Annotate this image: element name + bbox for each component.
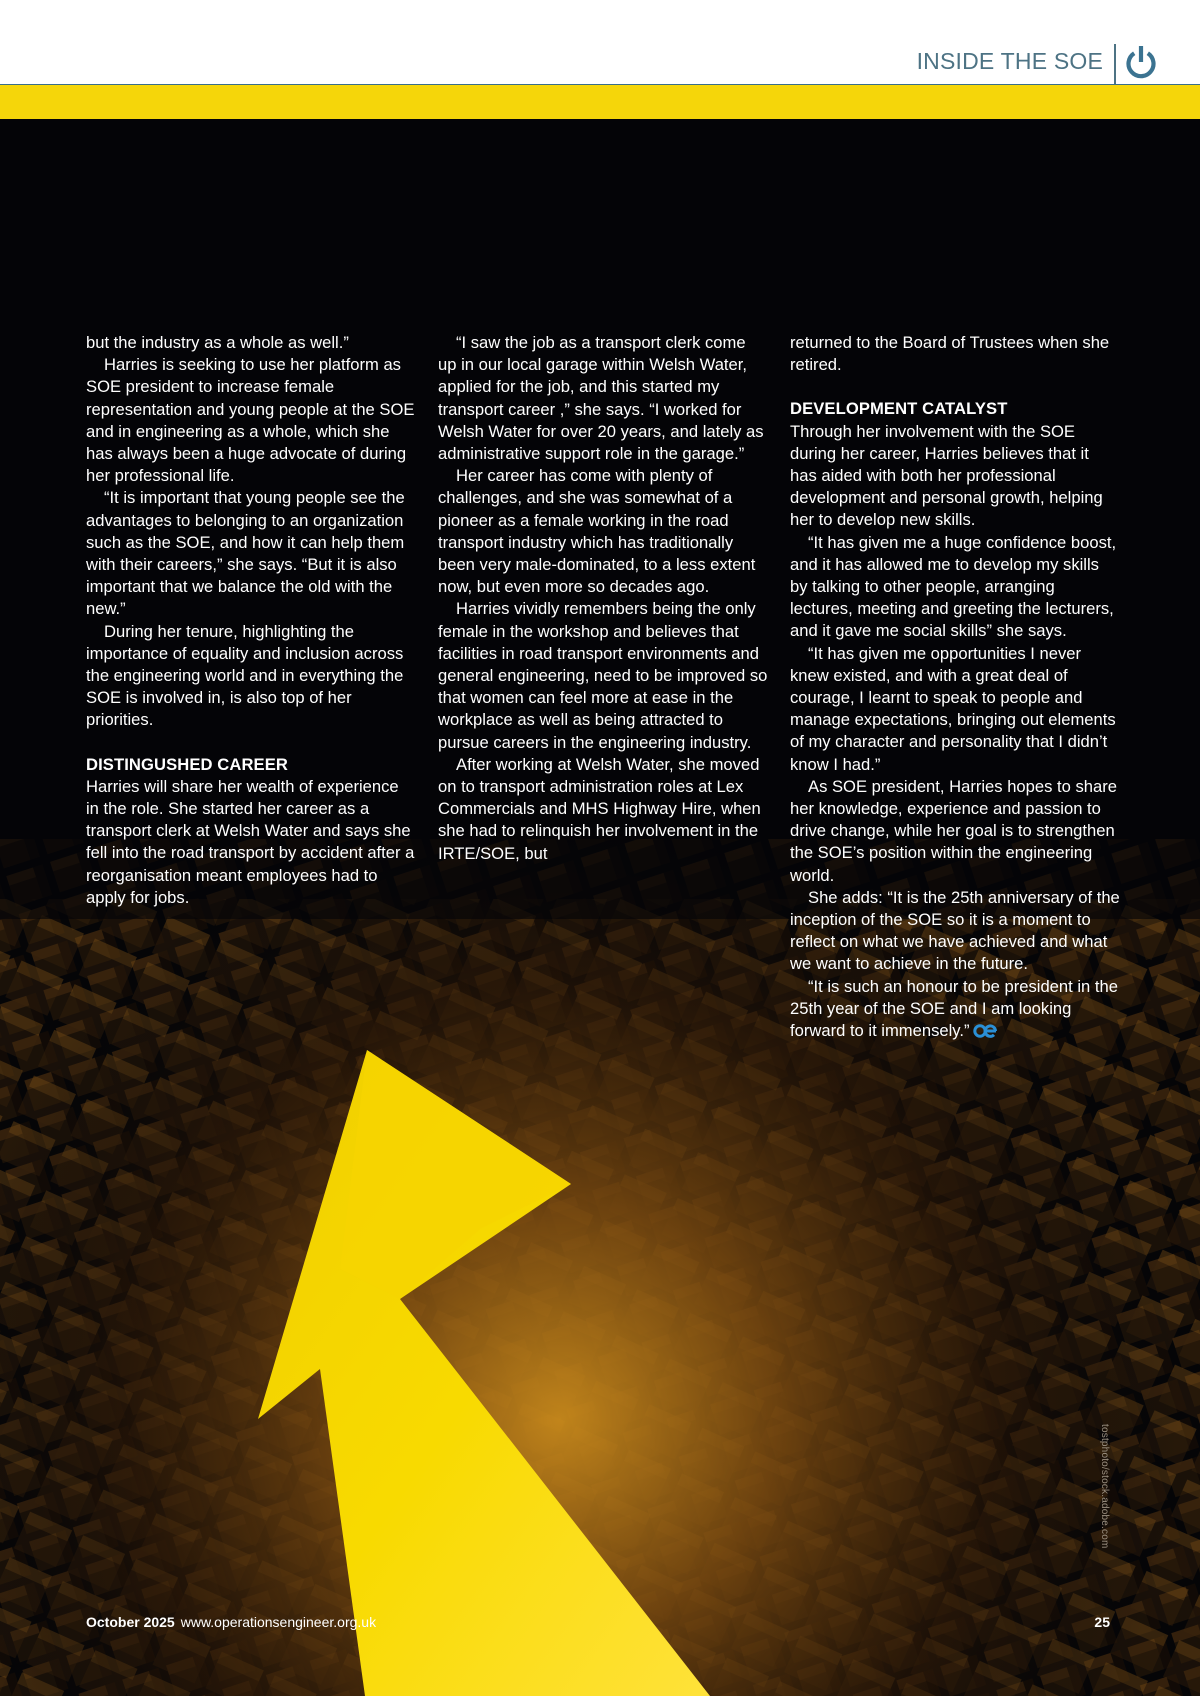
paragraph: She adds: “It is the 25th anniversary of the inception of the SOE so it is a moment to reflect on what we have achieved and what we want to achieve in the future. — [790, 887, 1120, 974]
paragraph: “It has given me a huge confidence boost, and it has allowed me to develop my skills by talking to other people, arranging lectures, meeting and greeting the lecturers, and it gave me social skills” she says. — [790, 532, 1117, 641]
final-quote: “It is such an honour to be president in the 25th year of the SOE and I am looking forward to it immensely.” — [790, 976, 1118, 1041]
subheading: DEVELOPMENT CATALYST — [790, 399, 1008, 419]
subheading: DISTINGUSHED CAREER — [86, 754, 288, 774]
article-column-1 — [86, 332, 416, 909]
paragraph: returned to the Board of Trustees when she retired. — [790, 333, 1110, 375]
image-credit: tostphoto/stock.adobe.com — [1099, 1424, 1110, 1549]
paragraph: Harries will share her wealth of experience in the role. She started her career as a transport clerk at Welsh Water and says she fell into the road transport by accident after a reorganisation meant employees had to apply for jobs. — [86, 776, 415, 907]
paragraph — [790, 976, 1120, 1043]
paragraph: During her tenure, highlighting the importance of equality and inclusion across the engineering world and in everything the SOE is involved in, is also top of her priorities. — [86, 621, 404, 730]
page-number: 25 — [1094, 1614, 1110, 1630]
section-label: INSIDE THE SOE — [916, 48, 1103, 74]
power-icon — [1124, 44, 1158, 80]
paragraph: “It is important that young people see the advantages to belonging to an organization such as the SOE, and how it can help them with their careers,” she says. “But it is also important that we balance the old with the new.” — [86, 488, 405, 619]
article-column-2 — [438, 332, 768, 865]
page-header — [0, 0, 1200, 85]
paragraph: As SOE president, Harries hopes to share her knowledge, experience and passion to drive change, while her goal is to strengthen the SOE’s position within the engineering world. — [790, 776, 1117, 885]
page-footer — [86, 1613, 376, 1631]
header-divider — [1114, 44, 1116, 84]
article-column-3 — [790, 332, 1120, 1042]
paragraph: “I saw the job as a transport clerk come up in our local garage within Welsh Water, applied for the job, and this started my transport career ,” she says. “I worked for Welsh Water for over 20 years, and lately as administrative support role in the garage.” — [438, 333, 764, 464]
paragraph: Harries vividly remembers being the only female in the workshop and believes that facilities in road transport environments and general engineering, need to be improved so that women can feel more at ease in the workplace as well as being attracted to pursue careers in the engineering industry. — [438, 599, 768, 752]
website-link[interactable]: www.operationsengineer.org.uk — [180, 1614, 377, 1630]
oe-logo-end-mark-icon — [972, 1024, 998, 1038]
paragraph: Through her involvement with the SOE during her career, Harries believes that it has aided with both her professional development and personal growth, helping her to develop new skills. — [790, 421, 1103, 530]
paragraph: Her career has come with plenty of challenges, and she was somewhat of a pioneer as a female working in the road transport industry which has traditionally been very male-dominated, to a less extent now, but even more so decades ago. — [438, 466, 756, 597]
paragraph: After working at Welsh Water, she moved on to transport administration roles at Lex Commercials and MHS Highway Hire, when she had to relinquish her involvement in the IRTE/SOE, but — [438, 754, 761, 863]
paragraph: but the industry as a whole as well.” — [86, 333, 349, 352]
paragraph: Harries is seeking to use her platform as SOE president to increase female representation and young people at the SOE and in engineering as a whole, which she has always been a huge advocate of during her professional life. — [86, 355, 415, 486]
yellow-accent-band — [0, 85, 1200, 119]
paragraph: “It has given me opportunities I never knew existed, and with a great deal of courage, I learnt to speak to people and manage expectations, bringing out elements of my character and personality that I didn’t know I had.” — [790, 643, 1116, 774]
issue-date: October 2025 — [86, 1614, 175, 1630]
